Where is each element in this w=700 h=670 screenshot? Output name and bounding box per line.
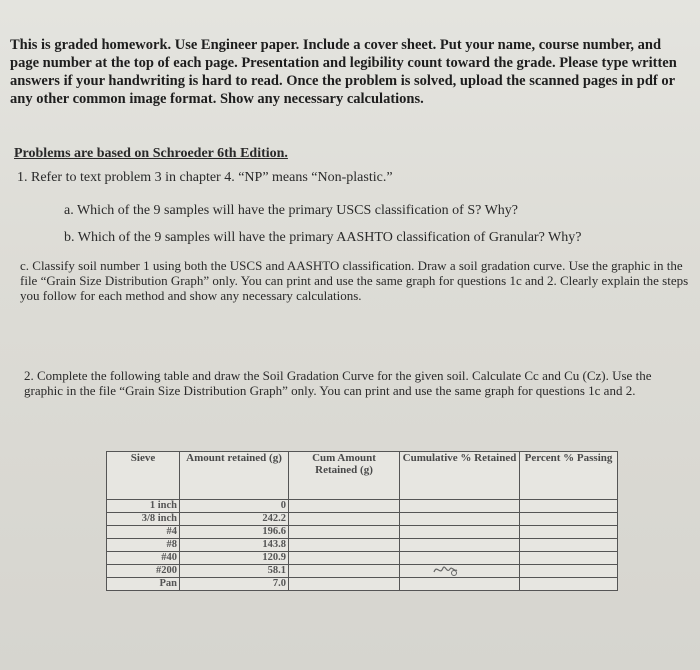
header-sieve: Sieve: [107, 452, 180, 500]
amount-cell: 58.1: [180, 565, 289, 578]
empty-cell: [520, 539, 618, 552]
header-cumulative-percent: Cumulative % Retained: [400, 452, 520, 500]
question-1b: b. Which of the 9 samples will have the primary AASHTO classification of Granular? Why?: [64, 230, 582, 245]
empty-cell: [520, 513, 618, 526]
empty-cell: [520, 552, 618, 565]
table-row: [107, 565, 618, 578]
empty-cell: [520, 526, 618, 539]
amount-cell: 196.6: [180, 526, 289, 539]
question-2: 2. Complete the following table and draw the Soil Gradation Curve for the given soil. Calculate Cc and Cu (Cz). Use the graphic in the file “Grain Size Distribution Graph” only. You can print and use the same graph for questions 1c and 2.: [24, 368, 652, 398]
empty-cell: [520, 578, 618, 591]
empty-cell: [289, 578, 400, 591]
empty-cell: [289, 500, 400, 513]
instructions-paragraph: This is graded homework. Use Engineer paper. Include a cover sheet. Put your name, course number, and page number at the top of each page. Presentation and legibility count toward the grade. Please type written answers if your handwriting is hard to read. Once the problem is solved, upload the scanned pages in pdf or any other common image format. Show any necessary calculations.: [10, 37, 677, 107]
amount-cell: 0: [180, 500, 289, 513]
table-row: [107, 578, 618, 591]
empty-cell: [289, 539, 400, 552]
question-1c: c. Classify soil number 1 using both the USCS and AASHTO classification. Draw a soil gradation curve. Use the graphic in the file “Grain Size Distribution Graph” only. You can print and use the same graph for questions 1c and 2. Clearly explain the steps you follow for each method and show any necessary calculations.: [20, 258, 689, 303]
empty-cell: [400, 513, 520, 526]
amount-cell: 143.8: [180, 539, 289, 552]
sieve-cell: 3/8 inch: [107, 513, 180, 526]
empty-cell: [400, 539, 520, 552]
header-amount-retained: Amount retained (g): [180, 452, 289, 500]
question-1: 1. Refer to text problem 3 in chapter 4. “NP” means “Non-plastic.”: [17, 170, 393, 185]
amount-cell: 120.9: [180, 552, 289, 565]
empty-cell: [289, 565, 400, 578]
problems-heading: Problems are based on Schroeder 6th Edition.: [14, 146, 288, 161]
sieve-table: [106, 451, 618, 591]
table-row: [107, 513, 618, 526]
table-row: [107, 526, 618, 539]
sieve-cell: #8: [107, 539, 180, 552]
sieve-cell: Pan: [107, 578, 180, 591]
sieve-cell: 1 inch: [107, 500, 180, 513]
empty-cell: [400, 526, 520, 539]
question-1a: a. Which of the 9 samples will have the primary USCS classification of S? Why?: [64, 203, 518, 218]
table-row: [107, 500, 618, 513]
table-header-row: [107, 452, 618, 500]
amount-cell: 242.2: [180, 513, 289, 526]
sieve-cell: #200: [107, 565, 180, 578]
empty-cell: [289, 526, 400, 539]
table-row: [107, 552, 618, 565]
empty-cell: [289, 513, 400, 526]
empty-cell: [520, 565, 618, 578]
pen-scribble-icon: [432, 560, 460, 580]
empty-cell: [520, 500, 618, 513]
sieve-cell: #40: [107, 552, 180, 565]
empty-cell: [289, 552, 400, 565]
amount-cell: 7.0: [180, 578, 289, 591]
sieve-cell: #4: [107, 526, 180, 539]
header-cum-amount: Cum Amount Retained (g): [289, 452, 400, 500]
empty-cell: [400, 500, 520, 513]
header-percent-passing: Percent % Passing: [520, 452, 618, 500]
table-row: [107, 539, 618, 552]
